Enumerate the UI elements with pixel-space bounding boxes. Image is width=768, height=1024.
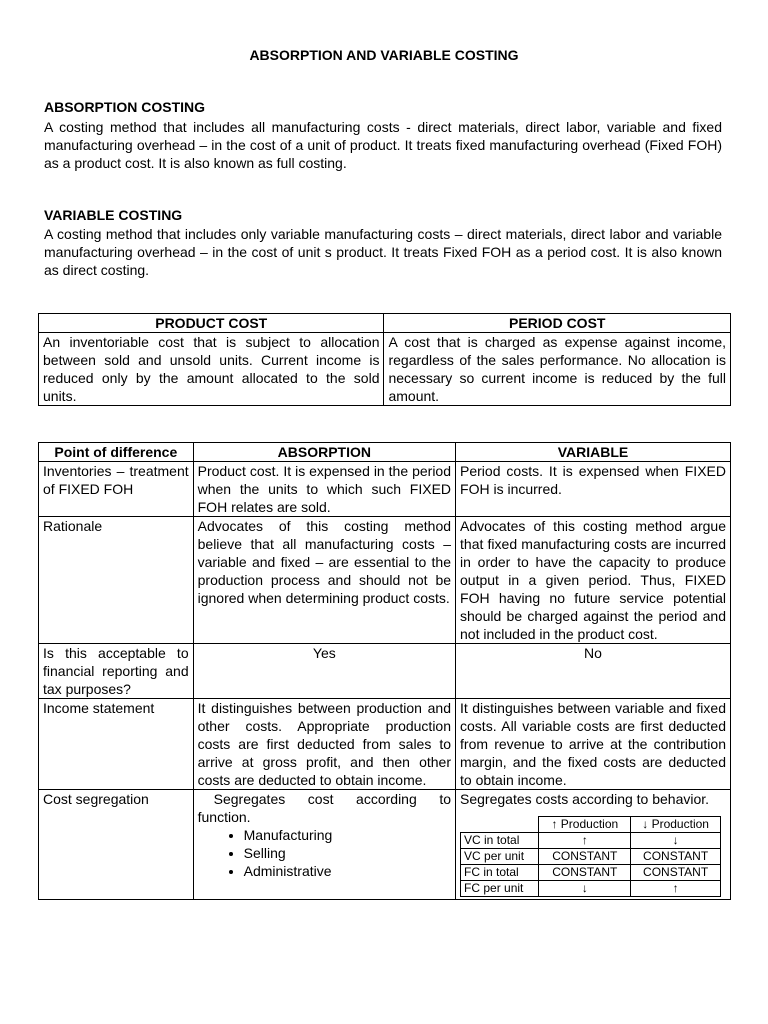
variable-acceptability: No	[456, 644, 731, 699]
point-acceptability: Is this acceptable to financial reporting and tax purposes?	[39, 644, 194, 699]
increase-production-header: ↑ Production	[539, 817, 631, 833]
behavior-row-label: FC in total	[461, 865, 539, 881]
variable-inventories: Period costs. It is expensed when FIXED FOH is incurred.	[456, 462, 731, 517]
variable-income-statement: It distinguishes between variable and fixed costs. All variable costs are first deducted from revenue to arrive at the contribution margin, and the fixed costs are deducted to obtain income.	[456, 699, 731, 790]
variable-definition: A costing method that includes only variable manufacturing costs – direct materials, direct labor and variable manufacturing overhead – in the cost of unit s product. It treats Fixed FOH as a period cost. It is also known as direct costing.	[44, 226, 722, 278]
header-point-of-difference: Point of difference	[39, 443, 194, 462]
point-rationale: Rationale	[39, 517, 194, 644]
behavior-row-label: VC per unit	[461, 849, 539, 865]
table-row	[39, 462, 731, 517]
variable-cost-segregation	[456, 790, 731, 900]
decrease-production-header: ↓ Production	[631, 817, 721, 833]
table-row	[461, 881, 721, 897]
product-cost-header: PRODUCT COST	[39, 314, 384, 333]
cost-comparison-table	[38, 313, 731, 406]
absorption-rationale: Advocates of this costing method believe that all manufacturing costs – variable and fixed – are essential to the production process and should not be ignored when determining product costs.	[193, 517, 455, 644]
absorption-heading: ABSORPTION COSTING	[44, 99, 206, 115]
behavior-row-label: VC in total	[461, 833, 539, 849]
table-row	[461, 849, 721, 865]
difference-table	[38, 442, 731, 900]
behavior-up-value: ↓	[539, 881, 631, 897]
absorption-acceptability: Yes	[193, 644, 455, 699]
point-income-statement: Income statement	[39, 699, 194, 790]
table-row	[39, 517, 731, 644]
behavior-down-value: ↓	[631, 833, 721, 849]
behavior-up-value: CONSTANT	[539, 865, 631, 881]
period-cost-definition: A cost that is charged as expense against income, regardless of the sales performance. No allocation is necessary so current income is reduced by the full amount.	[384, 333, 731, 406]
list-item: • Manufacturing	[244, 826, 451, 844]
table-row	[39, 699, 731, 790]
product-cost-definition: An inventoriable cost that is subject to allocation between sold and unsold units. Current income is reduced only by the amount allocated to the sold units.	[39, 333, 384, 406]
list-item: • Administrative	[244, 862, 451, 880]
table-row	[461, 833, 721, 849]
period-cost-header: PERIOD COST	[384, 314, 731, 333]
function-list	[198, 826, 451, 880]
behavior-up-value: CONSTANT	[539, 849, 631, 865]
blank-corner	[461, 817, 539, 833]
header-variable: VARIABLE	[456, 443, 731, 462]
absorption-inventories: Product cost. It is expensed in the period when the units to which such FIXED FOH relates are sold.	[193, 462, 455, 517]
behavior-down-value: ↑	[631, 881, 721, 897]
absorption-income-statement: It distinguishes between production and other costs. Appropriate production costs are first deducted from sales to arrive at gross profit, and then other costs are deducted to obtain income.	[193, 699, 455, 790]
behavior-down-value: CONSTANT	[631, 849, 721, 865]
behavior-up-value: ↑	[539, 833, 631, 849]
table-row	[461, 865, 721, 881]
absorption-definition: A costing method that includes all manufacturing costs - direct materials, direct labor, variable and fixed manufacturing overhead – in the cost of a unit of product. It treats fixed manufacturing overhead (Fixed FOH) as a product cost. It is also known as full costing.	[44, 119, 722, 171]
page-title: ABSORPTION AND VARIABLE COSTING	[249, 47, 519, 63]
behavior-down-value: CONSTANT	[631, 865, 721, 881]
list-item: • Selling	[244, 844, 451, 862]
table-row	[39, 644, 731, 699]
header-absorption: ABSORPTION	[193, 443, 455, 462]
absorption-segregation-text: Segregates cost according to function.	[197, 791, 452, 825]
variable-rationale: Advocates of this costing method argue that fixed manufacturing costs are incurred in order to have the capacity to produce output in a given period. Thus, FIXED FOH having no future service potential should be charged against the period and not included in the product cost.	[456, 517, 731, 644]
variable-segregation-text: Segregates costs according to behavior.	[460, 791, 710, 807]
point-cost-segregation: Cost segregation	[39, 790, 194, 900]
variable-heading: VARIABLE COSTING	[44, 207, 183, 223]
cost-behavior-table	[460, 816, 721, 897]
absorption-cost-segregation	[193, 790, 455, 900]
table-row	[39, 790, 731, 900]
point-inventories: Inventories – treatment of FIXED FOH	[39, 462, 194, 517]
behavior-row-label: FC per unit	[461, 881, 539, 897]
